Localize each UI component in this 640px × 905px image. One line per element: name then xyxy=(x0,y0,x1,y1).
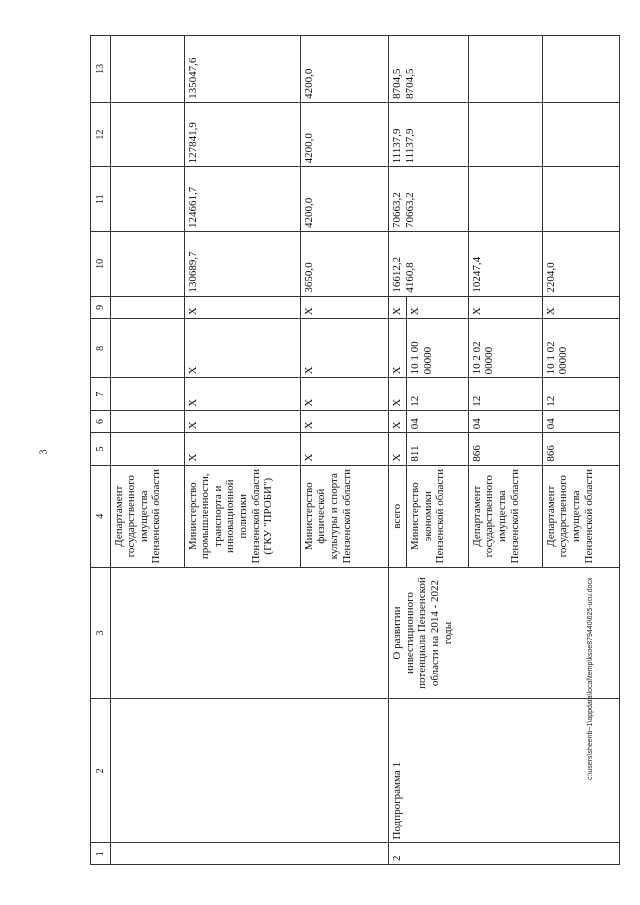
table-cell-value: 4200,0 xyxy=(300,167,388,232)
table-cell-executor: Министерство промышленности, транспорта и инновационной политики Пензенской области (ГКУ "ПРОБИ") xyxy=(184,465,300,567)
table-cell: Х xyxy=(389,433,407,465)
table-cell: 12 xyxy=(468,378,542,410)
table-cell-value: 130689,7 xyxy=(184,232,300,297)
table-cell xyxy=(110,296,184,319)
table-cell: Х xyxy=(184,296,300,319)
header-cell: 9 xyxy=(91,296,111,319)
header-cell: 10 xyxy=(91,232,111,297)
table-cell-value xyxy=(389,232,469,297)
table-cell: 866 xyxy=(468,433,542,465)
table-cell-value: 10247,4 xyxy=(468,232,542,297)
budget-table xyxy=(90,35,620,865)
table-cell-value xyxy=(389,36,469,103)
table-cell-value: 4200,0 xyxy=(300,102,388,167)
header-row xyxy=(91,36,111,865)
table-cell xyxy=(110,410,184,433)
table-cell-value: 124661,7 xyxy=(184,167,300,232)
header-cell: 2 xyxy=(91,699,111,843)
table-cell xyxy=(110,319,184,378)
header-cell: 6 xyxy=(91,410,111,433)
table-cell-value xyxy=(468,102,542,167)
table-cell: 12 xyxy=(542,378,619,410)
table-cell: Х xyxy=(389,410,407,433)
table-cell xyxy=(110,699,389,843)
total-value: 8704,5 xyxy=(391,68,404,99)
table-cell-executor: Министерство физической культуры и спорта Пензенской области xyxy=(300,465,388,567)
table-cell: 04 xyxy=(468,410,542,433)
table-row xyxy=(110,36,184,865)
table-cell: 10 1 00 00000 xyxy=(407,319,469,378)
table-cell-subprogram-title: О развитии инвестиционного потенциала Пензенской области на 2014 - 2022 годы xyxy=(389,567,620,698)
table-cell: Х xyxy=(184,378,300,410)
total-value: 70663,2 xyxy=(391,192,404,229)
table-cell: Х xyxy=(389,296,407,319)
table-cell: 04 xyxy=(407,410,469,433)
table-row xyxy=(389,36,407,865)
header-cell: 7 xyxy=(91,378,111,410)
ministry-value: 8704,5 xyxy=(403,68,416,99)
table-cell: 04 xyxy=(542,410,619,433)
table-cell: Х xyxy=(300,433,388,465)
table-cell xyxy=(110,433,184,465)
table-cell: Х xyxy=(300,296,388,319)
table-cell-executor: Департамент государственного имущества Пензенской области xyxy=(542,465,619,567)
ministry-value: 11137,9 xyxy=(403,128,416,164)
table-cell-value: 3650,0 xyxy=(300,232,388,297)
table-cell-subprogram: Подпрограмма 1 xyxy=(389,699,620,843)
header-cell: 5 xyxy=(91,433,111,465)
header-cell: 13 xyxy=(91,36,111,103)
table-cell-value xyxy=(389,167,469,232)
table-cell: Х xyxy=(184,319,300,378)
table-cell-value xyxy=(542,102,619,167)
table-cell-value: 135047,6 xyxy=(184,36,300,103)
total-value: 11137,9 xyxy=(391,128,404,164)
table-cell: Х xyxy=(184,433,300,465)
table-cell-executor: Департамент государственного имущества Пензенской области xyxy=(110,465,184,567)
table-cell: 10 2 02 00000 xyxy=(468,319,542,378)
header-cell: 8 xyxy=(91,319,111,378)
table-cell-value: 2204,0 xyxy=(542,232,619,297)
table-cell: Х xyxy=(389,378,407,410)
table-cell-executor: всего xyxy=(389,465,407,567)
table-cell-executor: Министерство экономики Пензенской области xyxy=(407,465,469,567)
table-cell: 866 xyxy=(542,433,619,465)
table-cell xyxy=(110,102,184,167)
table-cell: Х xyxy=(389,319,407,378)
rotated-table-container xyxy=(90,35,620,865)
table-cell: Х xyxy=(300,319,388,378)
table-cell: Х xyxy=(184,410,300,433)
table-cell-value: 127841,9 xyxy=(184,102,300,167)
table-cell xyxy=(110,36,184,103)
table-cell-value xyxy=(542,36,619,103)
header-cell: 12 xyxy=(91,102,111,167)
table-cell: Х xyxy=(300,378,388,410)
table-cell-executor: Департамент государственного имущества Пензенской области xyxy=(468,465,542,567)
page-number: 3 xyxy=(38,449,50,455)
table-cell xyxy=(110,167,184,232)
table-cell: 811 xyxy=(407,433,469,465)
table-cell-value xyxy=(542,167,619,232)
table-cell: Х xyxy=(407,296,469,319)
table-cell xyxy=(110,843,389,865)
file-path-footer: c:\users\sheenb~1\appdata\local\temp\ksoe879440\625-ucu.docx xyxy=(587,577,594,780)
header-cell: 1 xyxy=(91,843,111,865)
table-cell xyxy=(110,232,184,297)
table-cell-value xyxy=(468,167,542,232)
header-cell: 4 xyxy=(91,465,111,567)
ministry-value: 70663,2 xyxy=(403,192,416,229)
table-cell xyxy=(110,567,389,698)
total-value: 16612,2 xyxy=(391,256,404,293)
header-cell: 3 xyxy=(91,567,111,698)
table-cell: Х xyxy=(300,410,388,433)
table-cell-value xyxy=(389,102,469,167)
table-cell-number: 2 xyxy=(389,843,620,865)
table-cell: Х xyxy=(468,296,542,319)
table-cell: 10 1 02 00000 xyxy=(542,319,619,378)
table-cell-value xyxy=(468,36,542,103)
table-cell: Х xyxy=(542,296,619,319)
header-cell: 11 xyxy=(91,167,111,232)
ministry-value: 4160,8 xyxy=(403,262,416,293)
table-cell: 12 xyxy=(407,378,469,410)
table-cell xyxy=(110,378,184,410)
table-cell-value: 4200,0 xyxy=(300,36,388,103)
